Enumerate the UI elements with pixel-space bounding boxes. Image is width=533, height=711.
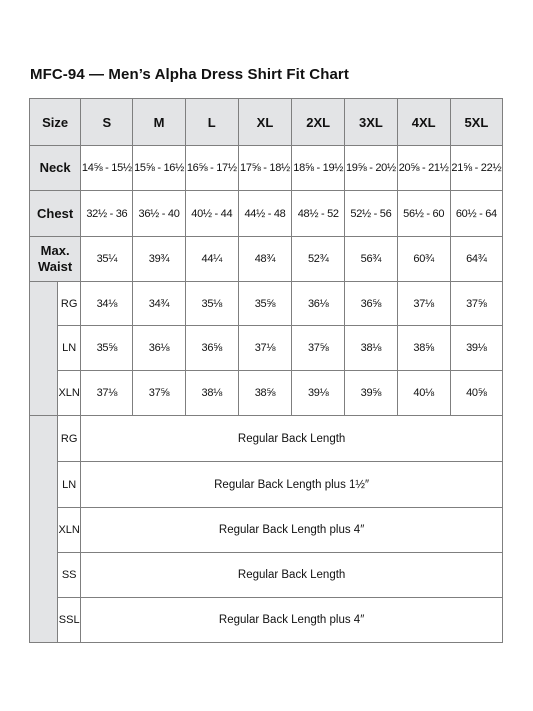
sleeve-row <box>30 371 503 416</box>
chest-cell: 52½ - 56 <box>345 191 397 237</box>
back-length-value: Regular Back Length <box>81 553 503 598</box>
sleeve-cell: 34¾ <box>133 282 185 326</box>
back-length-row <box>30 508 503 553</box>
waist-cell: 64¾ <box>450 237 502 282</box>
neck-cell: 20⅝ - 21½ <box>397 146 450 191</box>
chest-cell: 40½ - 44 <box>185 191 238 237</box>
waist-label <box>30 237 81 282</box>
page-title: MFC-94 — Men’s Alpha Dress Shirt Fit Chart <box>30 66 349 83</box>
sleeve-cell: 38⅛ <box>185 371 238 416</box>
chest-cell: 44½ - 48 <box>238 191 291 237</box>
waist-cell: 44¼ <box>185 237 238 282</box>
sleeve-cell: 38⅛ <box>345 326 397 371</box>
sleeve-cell: 35⅝ <box>81 326 133 371</box>
back-length-row <box>30 598 503 643</box>
sleeve-cell: 37⅝ <box>450 282 502 326</box>
back-length-row <box>30 462 503 508</box>
back-type-label: SS <box>58 553 81 598</box>
neck-cell: 14⅝ - 15½ <box>81 146 133 191</box>
neck-cell: 18⅝ - 19½ <box>292 146 345 191</box>
size-header-label: Size <box>30 99 81 146</box>
sleeve-cell: 39⅝ <box>345 371 397 416</box>
waist-label-line1: Max. <box>40 243 70 259</box>
sleeve-cell: 40⅛ <box>397 371 450 416</box>
waist-cell: 35¼ <box>81 237 133 282</box>
sleeve-cell: 36⅝ <box>185 326 238 371</box>
sleeve-cell: 38⅝ <box>397 326 450 371</box>
sleeve-cell: 36⅛ <box>292 282 345 326</box>
sleeve-cell: 37⅝ <box>133 371 185 416</box>
waist-cell: 52¾ <box>292 237 345 282</box>
fit-chart-table <box>29 98 503 643</box>
sleeve-cell: 39⅛ <box>450 326 502 371</box>
neck-cell: 16⅝ - 17½ <box>185 146 238 191</box>
waist-label-line2: Waist <box>38 259 73 274</box>
back-length-label <box>30 416 58 643</box>
chest-row <box>30 191 503 237</box>
neck-label: Neck <box>30 146 81 191</box>
sleeve-cell: 37⅛ <box>397 282 450 326</box>
sleeve-cell: 40⅝ <box>450 371 502 416</box>
waist-cell: 48¾ <box>238 237 291 282</box>
size-header-row <box>30 99 503 146</box>
back-length-row <box>30 553 503 598</box>
sleeve-cell: 34⅛ <box>81 282 133 326</box>
neck-cell: 17⅝ - 18½ <box>238 146 291 191</box>
back-length-value: Regular Back Length <box>81 416 503 462</box>
sleeve-type-label: LN <box>58 326 81 371</box>
sleeve-cell: 39⅛ <box>292 371 345 416</box>
waist-cell: 60¾ <box>397 237 450 282</box>
sleeve-cell: 38⅝ <box>238 371 291 416</box>
back-length-value: Regular Back Length plus 4″ <box>81 508 503 553</box>
neck-row <box>30 146 503 191</box>
size-header-cell: 2XL <box>292 99 345 146</box>
size-header-cell: S <box>81 99 133 146</box>
sleeve-cell: 37⅛ <box>81 371 133 416</box>
back-type-label: RG <box>58 416 81 462</box>
chest-cell: 32½ - 36 <box>81 191 133 237</box>
size-header-cell: 5XL <box>450 99 502 146</box>
chest-label: Chest <box>30 191 81 237</box>
back-type-label: SSL <box>58 598 81 643</box>
size-header-cell: M <box>133 99 185 146</box>
chest-cell: 56½ - 60 <box>397 191 450 237</box>
back-type-label: LN <box>58 462 81 508</box>
sleeve-cell: 35⅛ <box>185 282 238 326</box>
waist-cell: 56¾ <box>345 237 397 282</box>
sleeve-row <box>30 282 503 326</box>
sleeve-row <box>30 326 503 371</box>
chest-cell: 60½ - 64 <box>450 191 502 237</box>
waist-cell: 39¾ <box>133 237 185 282</box>
size-header-cell: 3XL <box>345 99 397 146</box>
back-length-value: Regular Back Length plus 4″ <box>81 598 503 643</box>
sleeve-cell: 37⅛ <box>238 326 291 371</box>
sleeve-cell: 36⅛ <box>133 326 185 371</box>
sleeve-length-label <box>30 282 58 416</box>
neck-cell: 15⅝ - 16½ <box>133 146 185 191</box>
sleeve-type-label: RG <box>58 282 81 326</box>
chest-cell: 36½ - 40 <box>133 191 185 237</box>
sleeve-cell: 35⅝ <box>238 282 291 326</box>
chest-cell: 48½ - 52 <box>292 191 345 237</box>
sleeve-cell: 36⅝ <box>345 282 397 326</box>
size-header-cell: 4XL <box>397 99 450 146</box>
waist-row <box>30 237 503 282</box>
sleeve-type-label: XLN <box>58 371 81 416</box>
neck-cell: 21⅝ - 22½ <box>450 146 502 191</box>
back-type-label: XLN <box>58 508 81 553</box>
back-length-value: Regular Back Length plus 1½″ <box>81 462 503 508</box>
sleeve-cell: 37⅝ <box>292 326 345 371</box>
back-length-row <box>30 416 503 462</box>
neck-cell: 19⅝ - 20½ <box>345 146 397 191</box>
size-header-cell: XL <box>238 99 291 146</box>
size-header-cell: L <box>185 99 238 146</box>
